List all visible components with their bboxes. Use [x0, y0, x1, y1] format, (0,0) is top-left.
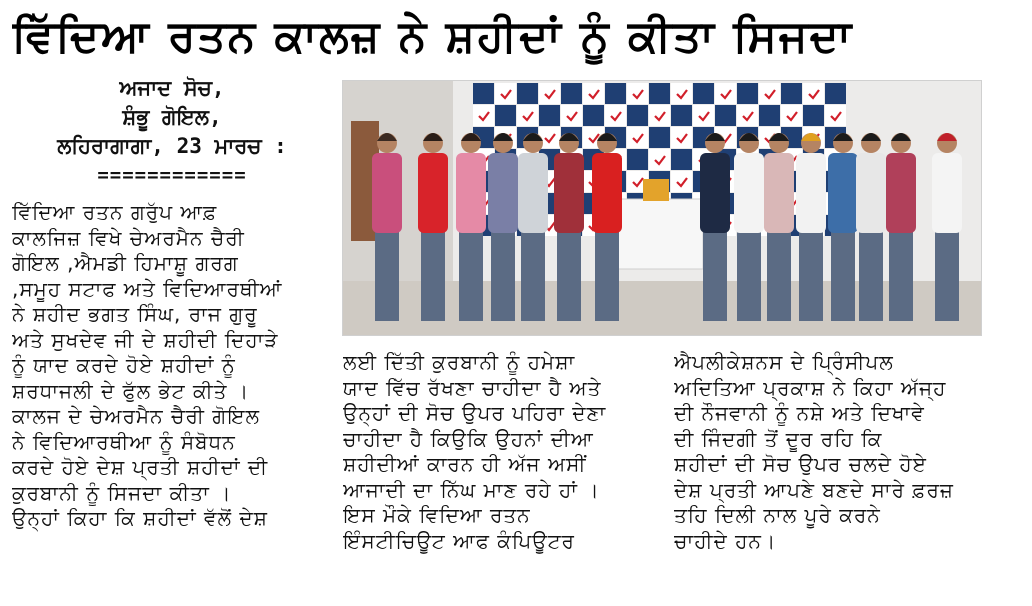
- backdrop-tile: [495, 105, 516, 126]
- text-line: ਗੋਇਲ ,ਐਮਡੀ ਹਿਮਾਸ਼ੂ ਗਰਗ: [12, 251, 239, 275]
- backdrop-tile: [627, 105, 648, 126]
- person-body: [700, 153, 730, 233]
- headline: ਵਿੱਦਿਆ ਰਤਨ ਕਾਲਜ਼ ਨੇ ਸ਼ਹੀਦਾਂ ਨੂੰ ਕੀਤਾ ਸਿਜਦਾ: [12, 11, 854, 62]
- backdrop-tile: [671, 171, 692, 192]
- person-legs: [737, 231, 761, 321]
- backdrop-tile: [781, 105, 802, 126]
- text-line: ਲਈ ਦਿੱਤੀ ਕੁਰਬਾਨੀ ਨੂੰ ਹਮੇਸ਼ਾ: [343, 350, 576, 374]
- backdrop-tile: [605, 105, 626, 126]
- backdrop-tile: [539, 105, 560, 126]
- person-body: [886, 153, 916, 233]
- backdrop-tile: [517, 83, 538, 104]
- backdrop-tile: [737, 105, 758, 126]
- person-figure: [886, 133, 916, 321]
- text-line: ਕੁਰਬਾਨੀ ਨੂੰ ਸਿਜਦਾ ਕੀਤਾ ।: [12, 480, 232, 505]
- person-body: [372, 153, 402, 233]
- person-body: [734, 153, 764, 233]
- person-figure: [764, 133, 794, 321]
- text-line: ਇੰਸਟੀਚਿਊਟ ਆਫ ਕੰਪਿਊਟਰ: [343, 528, 575, 553]
- person-legs: [859, 231, 883, 321]
- dateline-rule: ============: [97, 164, 247, 186]
- backdrop-tile: [671, 105, 692, 126]
- person-figure: [456, 133, 486, 321]
- text-line: ਚਾਹੀਦੇ ਹਨ।: [674, 528, 777, 553]
- person-figure: [932, 133, 962, 321]
- backdrop-tile: [627, 127, 648, 148]
- person-figure: [592, 133, 622, 321]
- person-figure: [488, 133, 518, 321]
- text-line: ਐਪਲੀਕੇਸ਼ਨਸ ਦੇ ਪ੍ਰਿੰਸੀਪਲ: [674, 350, 894, 374]
- person-figure: [418, 133, 448, 321]
- backdrop-tile: [825, 83, 846, 104]
- person-figure: [856, 133, 886, 321]
- backdrop-tile: [671, 127, 692, 148]
- text-line: ਸ਼ਹੀਦੀਆਂ ਕਾਰਨ ਹੀ ਅੱਜ ਅਸੀਂ: [343, 452, 587, 476]
- person-figure: [796, 133, 826, 321]
- person-body: [856, 153, 886, 233]
- person-legs: [935, 231, 959, 321]
- text-line: ਉਨ੍ਹਾਂ ਕਿਹਾ ਕਿ ਸ਼ਹੀਦਾਂ ਵੱਲੋਂ ਦੇਸ਼: [12, 506, 268, 530]
- person-body: [554, 153, 584, 233]
- text-line: ਚਾਹੀਦਾ ਹੈ ਕਿਉਕਿ ਉਹਨਾਂ ਦੀਆ: [343, 426, 594, 451]
- backdrop-tile: [561, 83, 582, 104]
- backdrop-tile: [693, 83, 714, 104]
- backdrop-tile: [583, 83, 604, 104]
- news-photo: [342, 80, 982, 336]
- backdrop-tile: [649, 105, 670, 126]
- dateline: [12, 74, 332, 190]
- text-line: ਕਾਲਜਿਜ਼ ਵਿਖੇ ਚੇਅਰਮੈਨ ਚੈਰੀ: [12, 225, 245, 250]
- text-line: ਅਤੇ ਸੁਖਦੇਵ ਜੀ ਦੇ ਸ਼ਹੀਦੀ ਦਿਹਾੜੇ: [12, 327, 279, 352]
- group-photo-illustration: [343, 81, 982, 336]
- person-legs: [491, 231, 515, 321]
- text-line: ਦੀ ਨੌਜਵਾਨੀ ਨੂੰ ਨਸ਼ੇ ਅਤੇ ਦਿਖਾਵੇ: [674, 401, 925, 425]
- person-figure: [828, 133, 858, 321]
- text-line: ਅਦਿਤਿਆ ਪ੍ਰਕਾਸ਼ ਨੇ ਕਿਹਾ ਅੱਜ੍ਹ: [674, 375, 947, 400]
- photo-portrait-frame: [643, 179, 669, 201]
- person-figure: [372, 133, 402, 321]
- backdrop-tile: [495, 83, 516, 104]
- person-legs: [557, 231, 581, 321]
- backdrop-tile: [649, 127, 670, 148]
- backdrop-tile: [561, 105, 582, 126]
- person-body: [932, 153, 962, 233]
- backdrop-tile: [517, 105, 538, 126]
- person-legs: [421, 231, 445, 321]
- text-line: ਯਾਦ ਵਿੱਚ ਰੱਖਣਾ ਚਾਹੀਦਾ ਹੈ ਅਤੇ: [343, 375, 602, 400]
- backdrop-tile: [781, 83, 802, 104]
- person-body: [418, 153, 448, 233]
- article-column-2: [343, 350, 661, 554]
- text-line: ਦੀ ਜਿੰਦਗੀ ਤੋਂ ਦੂਰ ਰਹਿ ਕਿ: [674, 426, 883, 451]
- person-body: [592, 153, 622, 233]
- backdrop-tile: [715, 83, 736, 104]
- person-legs: [459, 231, 483, 321]
- text-line: ,ਸਮੂਹ ਸਟਾਫ ਅਤੇ ਵਿਦਿਆਰਥੀਆਂ: [12, 276, 283, 301]
- text-line: ਤਹਿ ਦਿਲੀ ਨਾਲ ਪੂਰੇ ਕਰਨੇ: [674, 503, 881, 527]
- backdrop-tile: [803, 105, 824, 126]
- backdrop-tile: [539, 83, 560, 104]
- backdrop-tile: [671, 83, 692, 104]
- backdrop-tile: [649, 83, 670, 104]
- photo-table: [613, 199, 703, 269]
- person-legs: [831, 231, 855, 321]
- backdrop-tile: [605, 83, 626, 104]
- text-line: ਵਿੱਦਿਆ ਰਤਨ ਗਰੁੱਪ ਆਫ਼: [12, 200, 218, 224]
- backdrop-tile: [759, 83, 780, 104]
- backdrop-tile: [671, 149, 692, 170]
- text-line: ਕਰਦੇ ਹੋਏ ਦੇਸ਼ ਪ੍ਰਤੀ ਸ਼ਹੀਦਾਂ ਦੀ: [12, 455, 269, 479]
- person-legs: [595, 231, 619, 321]
- text-line: ਸ਼ਰਧਾਜਲੀ ਦੇ ਫੁੱਲ ਭੇਟ ਕੀਤੇ ।: [12, 378, 250, 403]
- person-legs: [521, 231, 545, 321]
- backdrop-tile: [583, 105, 604, 126]
- dateline-place-date: ਲਹਿਰਾਗਾਗਾ, 23 ਮਾਰਚ :: [57, 134, 287, 158]
- text-line: ਨੂੰ ਯਾਦ ਕਰਦੇ ਹੋਏ ਸ਼ਹੀਦਾਂ ਨੂੰ: [12, 353, 236, 377]
- text-line: ਕਾਲਜ ਦੇ ਚੇਅਰਮੈਨ ਚੈਰੀ ਗੋਇਲ: [12, 404, 261, 428]
- person-body: [488, 153, 518, 233]
- person-figure: [734, 133, 764, 321]
- backdrop-tile: [715, 105, 736, 126]
- person-body: [828, 153, 858, 233]
- article-column-3: [674, 350, 986, 554]
- person-body: [456, 153, 486, 233]
- backdrop-tile: [693, 105, 714, 126]
- person-legs: [799, 231, 823, 321]
- dateline-author: ਸ਼ੰਭੂ ਗੋਇਲ,: [122, 105, 222, 129]
- backdrop-tile: [627, 149, 648, 170]
- text-line: ਉਨ੍ਹਾਂ ਦੀ ਸੋਚ ਉਪਰ ਪਹਿਰਾ ਦੇਣਾ: [343, 401, 607, 425]
- person-legs: [703, 231, 727, 321]
- text-line: ਸ਼ਹੀਦਾਂ ਦੀ ਸੋਚ ਉਪਰ ਚਲਦੇ ਹੋਏ: [674, 452, 927, 476]
- dateline-source: ਅਜਾਦ ਸੋਚ,: [119, 76, 225, 100]
- person-body: [796, 153, 826, 233]
- backdrop-tile: [473, 105, 494, 126]
- backdrop-tile: [627, 83, 648, 104]
- person-body: [764, 153, 794, 233]
- person-body: [518, 153, 548, 233]
- backdrop-tile: [825, 105, 846, 126]
- backdrop-tile: [759, 105, 780, 126]
- person-legs: [375, 231, 399, 321]
- backdrop-tile: [649, 149, 670, 170]
- backdrop-tile: [803, 83, 824, 104]
- person-figure: [700, 133, 730, 321]
- text-line: ਨੇ ਵਿਦਿਆਰਥੀਆ ਨੂੰ ਸੰਬੋਧਨ: [12, 429, 236, 454]
- next-article-cutoff: [0, 596, 1032, 606]
- backdrop-tile: [473, 83, 494, 104]
- article-column-1: [12, 200, 334, 532]
- text-line: ਨੇ ਸ਼ਹੀਦ ਭਗਤ ਸਿੰਘ, ਰਾਜ ਗੁਰੂ: [12, 302, 258, 326]
- person-legs: [889, 231, 913, 321]
- backdrop-tile: [737, 83, 758, 104]
- text-line: ਇਸ ਮੌਕੇ ਵਿਦਿਆ ਰਤਨ: [343, 503, 531, 527]
- person-figure: [518, 133, 548, 321]
- text-line: ਆਜਾਦੀ ਦਾ ਨਿੱਘ ਮਾਣ ਰਹੇ ਹਾਂ ।: [343, 477, 600, 502]
- text-line: ਦੇਸ਼ ਪ੍ਰਤੀ ਆਪਣੇ ਬਣਦੇ ਸਾਰੇ ਫ਼ਰਜ਼: [674, 477, 954, 502]
- person-figure: [554, 133, 584, 321]
- person-legs: [767, 231, 791, 321]
